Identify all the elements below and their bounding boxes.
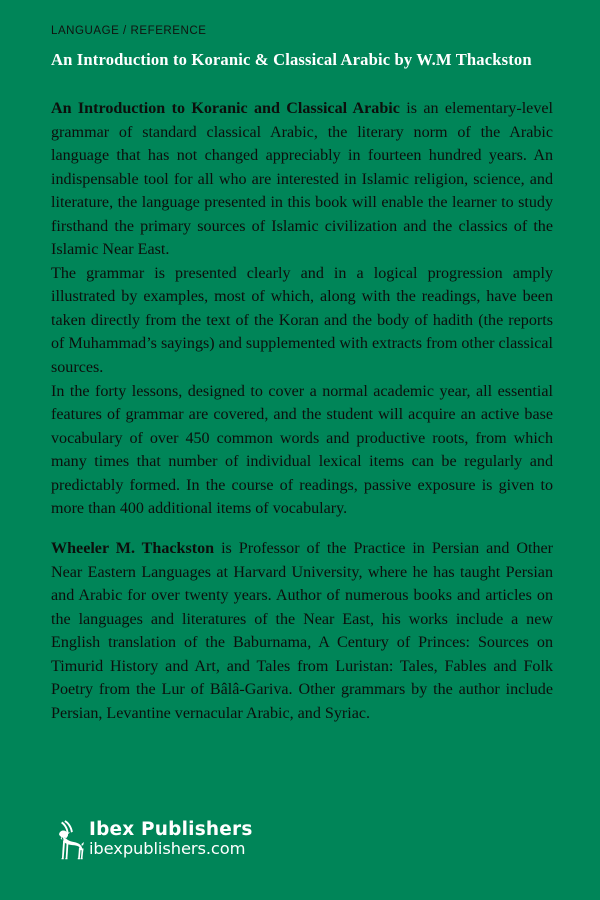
blurb-paragraph-3: In the forty lessons, designed to cover a normal academic year, all essential features of grammar are covered, and the student will acquire an active base vocabulary of over 450 common words and productive roots, from which many times that number of individual lexical items can be regularly and predictably formed. In the course of readings, passive exposure is given to more than 400 additional items of vocabulary. — [51, 382, 553, 518]
blurb-text — [51, 97, 553, 521]
blurb-paragraph-1 — [51, 97, 553, 262]
category-label: LANGUAGE / REFERENCE — [51, 25, 207, 37]
author-bio-rest: is Professor of the Practice in Persian and Other Near Eastern Languages at Harvard University, where he has taught Persian and Arabic for over twenty years. Author of numerous books and articles on the languages and literatures of the Near East, his works include a new English translation of the Baburnama, A Century of Princes: Sources on Timurid History and Art, and Tales from Luristan: Tales, Fables and Folk Poetry from the Lur of Bâlâ-Gariva. Other grammars by the author include Persian, Levantine vernacular Arabic, and Syriac. — [51, 540, 554, 722]
author-bio — [51, 537, 553, 725]
ibex-icon — [50, 819, 88, 861]
publisher-name: Ibex Publishers — [89, 819, 253, 840]
author-bio-paragraph — [51, 537, 553, 725]
blurb-lead-title: An Introduction to Koranic and Classical Arabic — [51, 100, 400, 117]
publisher-logo[interactable] — [50, 817, 260, 865]
publisher-logo-text — [89, 817, 253, 858]
author-name: Wheeler M. Thackston — [51, 540, 215, 557]
publisher-url[interactable]: ibexpublishers.com — [89, 839, 246, 858]
page-title: An Introduction to Koranic & Classical Arabic by W.M Thackston — [51, 50, 532, 69]
blurb-paragraph-2: The grammar is presented clearly and in a logical progression amply illustrated by examples, most of which, along with the readings, have been taken directly from the text of the Koran and the body of hadith (the reports of Muhammad’s sayings) and supplemented with extracts from other classical sources. — [51, 264, 553, 377]
blurb-paragraph-1-rest: is an elementary-level grammar of standard classical Arabic, the literary norm of the Arabic language that has not changed appreciably in fourteen hundred years. An indispensable tool for all who are interested in Islamic religion, science, and literature, the language presented in this book will enable the learner to study firsthand the primary sources of Islamic civilization and the classics of the Islamic Near East. — [51, 100, 553, 259]
